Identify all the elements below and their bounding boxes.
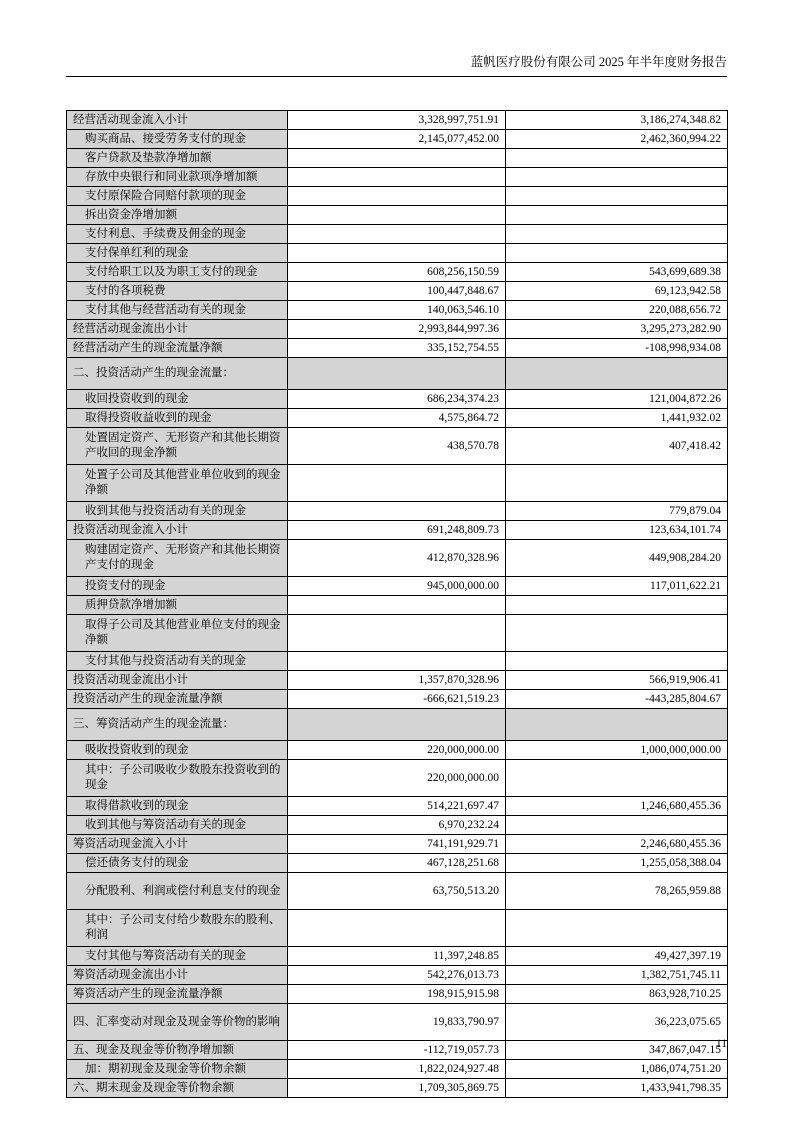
row-label: 投资活动产生的现金流量净额 bbox=[67, 690, 288, 709]
row-value-current-period bbox=[288, 244, 506, 263]
row-label: 客户贷款及垫款净增加额 bbox=[67, 149, 288, 168]
row-value-prior-period bbox=[506, 187, 728, 206]
table-row bbox=[67, 225, 728, 244]
row-label: 拆出资金净增加额 bbox=[67, 206, 288, 225]
row-value-current-period: 140,063,546.10 bbox=[288, 301, 506, 320]
row-value-prior-period: 69,123,942.58 bbox=[506, 282, 728, 301]
row-label: 取得子公司及其他营业单位支付的现金净额 bbox=[67, 615, 288, 652]
table-row bbox=[67, 854, 728, 873]
table-row bbox=[67, 282, 728, 301]
row-value-prior-period bbox=[506, 652, 728, 671]
table-row bbox=[67, 168, 728, 187]
row-value-current-period: -666,621,519.23 bbox=[288, 690, 506, 709]
row-value-current-period: 2,145,077,452.00 bbox=[288, 130, 506, 149]
table-row bbox=[67, 690, 728, 709]
row-value-current-period: 514,221,697.47 bbox=[288, 797, 506, 816]
row-label: 支付的各项税费 bbox=[67, 282, 288, 301]
row-label: 投资支付的现金 bbox=[67, 577, 288, 596]
row-value-prior-period: 566,919,906.41 bbox=[506, 671, 728, 690]
row-label: 处置子公司及其他营业单位收到的现金净额 bbox=[67, 465, 288, 502]
row-value-current-period: 198,915,915.98 bbox=[288, 985, 506, 1004]
row-value-prior-period bbox=[506, 149, 728, 168]
table-row bbox=[67, 985, 728, 1004]
table-row bbox=[67, 390, 728, 409]
row-label: 支付其他与经营活动有关的现金 bbox=[67, 301, 288, 320]
row-value-prior-period bbox=[506, 816, 728, 835]
row-value-current-period: 220,000,000.00 bbox=[288, 741, 506, 760]
row-value-prior-period: 49,427,397.19 bbox=[506, 947, 728, 966]
row-value-prior-period: 78,265,959.88 bbox=[506, 873, 728, 910]
row-value-current-period bbox=[288, 168, 506, 187]
row-value-current-period bbox=[288, 225, 506, 244]
row-value-prior-period: 123,634,101.74 bbox=[506, 521, 728, 540]
row-label: 五、现金及现金等价物净增加额 bbox=[67, 1041, 288, 1060]
row-value-prior-period: 1,086,074,751.20 bbox=[506, 1060, 728, 1079]
table-row bbox=[67, 502, 728, 521]
table-row bbox=[67, 947, 728, 966]
table-row bbox=[67, 741, 728, 760]
row-label: 筹资活动现金流入小计 bbox=[67, 835, 288, 854]
row-value-current-period bbox=[288, 502, 506, 521]
row-value-current-period: 438,570.78 bbox=[288, 428, 506, 465]
table-row bbox=[67, 760, 728, 797]
row-value-prior-period: 1,000,000,000.00 bbox=[506, 741, 728, 760]
table-row bbox=[67, 797, 728, 816]
table-row bbox=[67, 206, 728, 225]
row-label: 经营活动现金流出小计 bbox=[67, 320, 288, 339]
table-row bbox=[67, 671, 728, 690]
row-value-current-period bbox=[288, 206, 506, 225]
table-row bbox=[67, 615, 728, 652]
row-label: 二、投资活动产生的现金流量： bbox=[67, 358, 288, 390]
row-value-prior-period: -443,285,804.67 bbox=[506, 690, 728, 709]
row-label: 六、期末现金及现金等价物余额 bbox=[67, 1079, 288, 1098]
row-label: 四、汇率变动对现金及现金等价物的影响 bbox=[67, 1004, 288, 1041]
row-value-current-period: 3,328,997,751.91 bbox=[288, 111, 506, 130]
table-row bbox=[67, 465, 728, 502]
row-value-prior-period: 1,255,058,388.04 bbox=[506, 854, 728, 873]
row-value-prior-period bbox=[506, 465, 728, 502]
row-value-current-period: 2,993,844,997.36 bbox=[288, 320, 506, 339]
row-label: 质押贷款净增加额 bbox=[67, 596, 288, 615]
row-value-prior-period: 121,004,872.26 bbox=[506, 390, 728, 409]
row-value-current-period: 945,000,000.00 bbox=[288, 577, 506, 596]
table-row bbox=[67, 816, 728, 835]
table-row bbox=[67, 652, 728, 671]
row-value-current-period: 542,276,013.73 bbox=[288, 966, 506, 985]
row-value-prior-period bbox=[506, 615, 728, 652]
row-value-prior-period: 347,867,047.15 bbox=[506, 1041, 728, 1060]
table-row bbox=[67, 320, 728, 339]
row-value-prior-period bbox=[506, 225, 728, 244]
row-value-current-period: 335,152,754.55 bbox=[288, 339, 506, 358]
table-row bbox=[67, 596, 728, 615]
row-value-prior-period bbox=[506, 760, 728, 797]
row-value-current-period: 63,750,513.20 bbox=[288, 873, 506, 910]
row-value-prior-period: 1,246,680,455.36 bbox=[506, 797, 728, 816]
row-label: 其中：子公司吸收少数股东投资收到的现金 bbox=[67, 760, 288, 797]
row-value-current-period bbox=[288, 465, 506, 502]
row-value-prior-period: 779,879.04 bbox=[506, 502, 728, 521]
header-divider bbox=[66, 76, 727, 77]
row-label: 加：期初现金及现金等价物余额 bbox=[67, 1060, 288, 1079]
row-label: 取得投资收益收到的现金 bbox=[67, 409, 288, 428]
row-value-current-period: 100,447,848.67 bbox=[288, 282, 506, 301]
table-row bbox=[67, 409, 728, 428]
row-value-prior-period: 36,223,075.65 bbox=[506, 1004, 728, 1041]
row-value-current-period: 6,970,232.24 bbox=[288, 816, 506, 835]
row-value-prior-period: 117,011,622.21 bbox=[506, 577, 728, 596]
table-row bbox=[67, 187, 728, 206]
row-label: 筹资活动产生的现金流量净额 bbox=[67, 985, 288, 1004]
row-label: 支付原保险合同赔付款项的现金 bbox=[67, 187, 288, 206]
row-value-prior-period: 1,441,932.02 bbox=[506, 409, 728, 428]
row-label: 经营活动产生的现金流量净额 bbox=[67, 339, 288, 358]
row-value-current-period bbox=[288, 149, 506, 168]
running-header: 蓝帆医疗股份有限公司 2025 年半年度财务报告 bbox=[470, 55, 727, 69]
row-label: 分配股利、利润或偿付利息支付的现金 bbox=[67, 873, 288, 910]
row-label: 购建固定资产、无形资产和其他长期资产支付的现金 bbox=[67, 540, 288, 577]
row-label: 购买商品、接受劳务支付的现金 bbox=[67, 130, 288, 149]
row-value-current-period: 608,256,150.59 bbox=[288, 263, 506, 282]
row-value-current-period: 686,234,374.23 bbox=[288, 390, 506, 409]
row-value-current-period bbox=[288, 615, 506, 652]
row-value-current-period: 1,822,024,927.48 bbox=[288, 1060, 506, 1079]
row-value-current-period: 741,191,929.71 bbox=[288, 835, 506, 854]
row-value-prior-period: 3,295,273,282.90 bbox=[506, 320, 728, 339]
cash-flow-statement-table bbox=[66, 110, 728, 1098]
row-value-prior-period: 1,433,941,798.35 bbox=[506, 1079, 728, 1098]
row-value-current-period: 412,870,328.96 bbox=[288, 540, 506, 577]
table-row bbox=[67, 835, 728, 854]
row-value-prior-period: 3,186,274,348.82 bbox=[506, 111, 728, 130]
row-value-prior-period: 220,088,656.72 bbox=[506, 301, 728, 320]
table-row bbox=[67, 577, 728, 596]
table-row bbox=[67, 428, 728, 465]
row-label: 筹资活动现金流出小计 bbox=[67, 966, 288, 985]
table-row bbox=[67, 301, 728, 320]
page-number: 11 bbox=[715, 1038, 727, 1050]
table-row bbox=[67, 1060, 728, 1079]
row-value-prior-period: 2,462,360,994.22 bbox=[506, 130, 728, 149]
row-value-current-period: -112,719,057.73 bbox=[288, 1041, 506, 1060]
table-row bbox=[67, 966, 728, 985]
row-label: 偿还债务支付的现金 bbox=[67, 854, 288, 873]
table-row bbox=[67, 111, 728, 130]
row-value-current-period bbox=[288, 596, 506, 615]
row-value-prior-period bbox=[506, 358, 728, 390]
table-row bbox=[67, 910, 728, 947]
row-label: 吸收投资收到的现金 bbox=[67, 741, 288, 760]
row-value-current-period: 691,248,809.73 bbox=[288, 521, 506, 540]
row-value-prior-period bbox=[506, 244, 728, 263]
row-value-prior-period bbox=[506, 168, 728, 187]
row-label: 投资活动现金流入小计 bbox=[67, 521, 288, 540]
table-row bbox=[67, 709, 728, 741]
row-value-current-period bbox=[288, 709, 506, 741]
row-label: 收到其他与投资活动有关的现金 bbox=[67, 502, 288, 521]
row-value-prior-period bbox=[506, 709, 728, 741]
row-label: 支付其他与筹资活动有关的现金 bbox=[67, 947, 288, 966]
row-label: 收回投资收到的现金 bbox=[67, 390, 288, 409]
row-value-prior-period: 1,382,751,745.11 bbox=[506, 966, 728, 985]
row-value-current-period: 467,128,251.68 bbox=[288, 854, 506, 873]
row-label: 取得借款收到的现金 bbox=[67, 797, 288, 816]
row-label: 经营活动现金流入小计 bbox=[67, 111, 288, 130]
table-row bbox=[67, 873, 728, 910]
table-row bbox=[67, 521, 728, 540]
row-label: 三、筹资活动产生的现金流量： bbox=[67, 709, 288, 741]
table-row bbox=[67, 1079, 728, 1098]
row-value-prior-period: 863,928,710.25 bbox=[506, 985, 728, 1004]
table-row bbox=[67, 149, 728, 168]
row-value-prior-period bbox=[506, 596, 728, 615]
table-row bbox=[67, 339, 728, 358]
row-value-current-period: 19,833,790.97 bbox=[288, 1004, 506, 1041]
table-row bbox=[67, 1004, 728, 1041]
row-value-prior-period bbox=[506, 206, 728, 225]
row-value-current-period bbox=[288, 187, 506, 206]
row-value-prior-period: 2,246,680,455.36 bbox=[506, 835, 728, 854]
row-value-current-period bbox=[288, 910, 506, 947]
row-label: 支付给职工以及为职工支付的现金 bbox=[67, 263, 288, 282]
row-value-current-period: 4,575,864.72 bbox=[288, 409, 506, 428]
row-label: 存放中央银行和同业款项净增加额 bbox=[67, 168, 288, 187]
table-body bbox=[67, 111, 728, 1098]
row-value-prior-period bbox=[506, 910, 728, 947]
row-label: 处置固定资产、无形资产和其他长期资产收回的现金净额 bbox=[67, 428, 288, 465]
row-value-current-period: 1,709,305,869.75 bbox=[288, 1079, 506, 1098]
row-value-current-period bbox=[288, 652, 506, 671]
row-value-prior-period: -108,998,934.08 bbox=[506, 339, 728, 358]
table-row bbox=[67, 358, 728, 390]
table-row bbox=[67, 540, 728, 577]
row-label: 收到其他与筹资活动有关的现金 bbox=[67, 816, 288, 835]
row-value-prior-period: 543,699,689.38 bbox=[506, 263, 728, 282]
table-row bbox=[67, 244, 728, 263]
row-label: 支付利息、手续费及佣金的现金 bbox=[67, 225, 288, 244]
table-row bbox=[67, 263, 728, 282]
row-label: 支付保单红利的现金 bbox=[67, 244, 288, 263]
row-label: 其中：子公司支付给少数股东的股利、利润 bbox=[67, 910, 288, 947]
table-row bbox=[67, 130, 728, 149]
row-value-current-period bbox=[288, 358, 506, 390]
row-value-current-period: 220,000,000.00 bbox=[288, 760, 506, 797]
row-label: 投资活动现金流出小计 bbox=[67, 671, 288, 690]
row-value-current-period: 11,397,248.85 bbox=[288, 947, 506, 966]
row-label: 支付其他与投资活动有关的现金 bbox=[67, 652, 288, 671]
row-value-prior-period: 407,418.42 bbox=[506, 428, 728, 465]
row-value-current-period: 1,357,870,328.96 bbox=[288, 671, 506, 690]
row-value-prior-period: 449,908,284.20 bbox=[506, 540, 728, 577]
